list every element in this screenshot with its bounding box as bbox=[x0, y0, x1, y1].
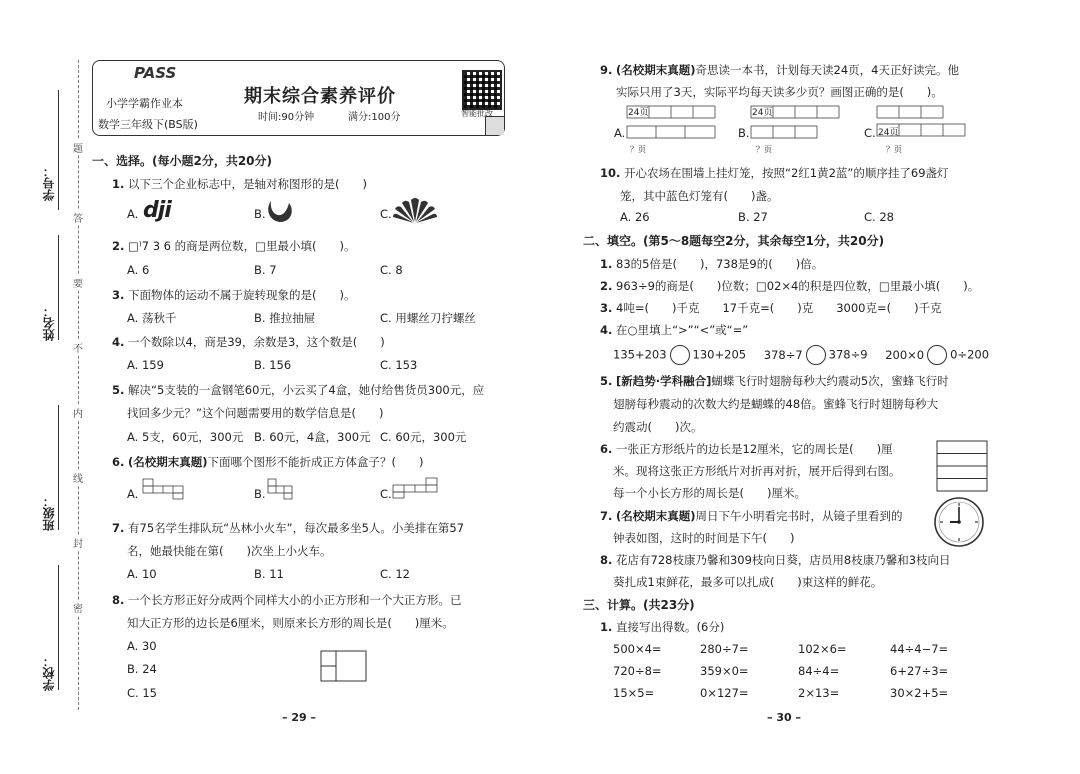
question-text-cont: 米。现将这张正方形纸片对折再对折，展开后得到右图。 bbox=[613, 464, 901, 478]
compare-left: 200×0 bbox=[885, 347, 925, 362]
question-number: 5. bbox=[600, 374, 613, 388]
option-a[interactable]: A. 10 bbox=[127, 567, 157, 581]
question-text: 周日下午小明看完书时，从镜子里看到的 bbox=[695, 509, 903, 523]
seal-char: 题 bbox=[73, 140, 83, 155]
calc-item: 6+27÷3= bbox=[890, 664, 949, 678]
question-text: 一个长方形正好分成两个同样大小的小正方形和一个大正方形。已 bbox=[128, 593, 462, 607]
question-number: 1. bbox=[600, 257, 613, 271]
option-b[interactable]: B. 27 bbox=[738, 210, 768, 224]
option-a[interactable]: A. 6 bbox=[127, 263, 150, 277]
question-number: 6. bbox=[112, 455, 125, 469]
question-number: 4. bbox=[600, 323, 613, 337]
question-text: 直接写出得数。(6分) bbox=[616, 620, 725, 634]
option-b[interactable]: B. 24 bbox=[127, 662, 157, 676]
seal-char: 封 bbox=[73, 535, 83, 550]
question-number: 2. bbox=[112, 239, 125, 253]
brand-logo: PASS bbox=[134, 64, 177, 82]
cube-net-c bbox=[392, 476, 440, 500]
option-a[interactable]: A. 26 bbox=[620, 210, 650, 224]
folded-paper-figure bbox=[936, 440, 988, 492]
question-text-cont: 钟表如图，这时的时间是下午( ) bbox=[613, 531, 795, 545]
question-number: 4. bbox=[112, 335, 125, 349]
question-number: 5. bbox=[112, 383, 125, 397]
option-c[interactable]: C. bbox=[380, 207, 392, 221]
name-label: 姓名： bbox=[42, 305, 56, 341]
qr-caption: 智能批改 bbox=[461, 109, 493, 118]
question-text: 蝴蝶飞行时翅膀每秒大约震动5次，蜜蜂飞行时 bbox=[711, 374, 949, 388]
question-text: 花店有728枝康乃馨和309枝向日葵，店员用8枝康乃馨和3枝向日 bbox=[616, 553, 951, 567]
bar-label: 24页 bbox=[752, 108, 773, 118]
compare-circle-input[interactable] bbox=[806, 345, 826, 365]
compare-right: 378÷9 bbox=[828, 347, 868, 362]
option-b[interactable]: B. 11 bbox=[254, 567, 284, 581]
question-number: 3. bbox=[112, 288, 125, 302]
dji-logo: dji bbox=[143, 198, 171, 223]
option-b[interactable]: B. 60元，4盒，300元 bbox=[254, 430, 371, 444]
calc-item: 15×5= bbox=[613, 686, 655, 700]
question-number: 7. bbox=[112, 521, 125, 535]
compare-circle-input[interactable] bbox=[927, 345, 947, 365]
question-tag: (名校期末真题) bbox=[128, 455, 208, 469]
option-c[interactable]: C. 60元，300元 bbox=[380, 430, 467, 444]
calc-item: 0×127= bbox=[700, 686, 749, 700]
seal-char: 答 bbox=[73, 210, 83, 225]
compare-right: 0÷200 bbox=[950, 347, 990, 362]
option-a[interactable]: A. 荡秋千 bbox=[127, 311, 177, 325]
option-a[interactable]: A. bbox=[614, 126, 626, 140]
question-number: 6. bbox=[600, 442, 613, 456]
question-tag: [新趋势·学科融合] bbox=[616, 374, 712, 388]
class-label: 班级： bbox=[42, 495, 56, 531]
question-text: □⁾7 3 6 的商是两位数，□里最小填( )。 bbox=[128, 239, 356, 253]
school-line bbox=[58, 565, 59, 690]
seal-char: 要 bbox=[73, 275, 83, 290]
compare-left: 135+203 bbox=[613, 347, 667, 362]
petal-logo-icon bbox=[392, 196, 438, 224]
swirl-logo-icon bbox=[265, 197, 295, 225]
question-tag: (名校期末真题) bbox=[616, 509, 696, 523]
question-number: 10. bbox=[600, 166, 621, 180]
compare-left: 378÷7 bbox=[763, 347, 803, 362]
question-tag: (名校期末真题) bbox=[616, 63, 696, 77]
option-a[interactable]: A. bbox=[127, 487, 139, 501]
question-text-cont: 找回多少元？”这个问题需要用的数学信息是( ) bbox=[127, 406, 384, 420]
mirror-clock-icon bbox=[933, 496, 985, 548]
option-c[interactable]: C. bbox=[380, 487, 392, 501]
exam-score: 满分:100分 bbox=[348, 112, 401, 123]
question-text: 一个数除以4，商是39，余数是3，这个数是( ) bbox=[128, 335, 385, 349]
series-name: 小学学霸作业本 bbox=[106, 97, 183, 110]
qr-code-icon[interactable] bbox=[462, 70, 502, 110]
unknown-label: ？页 bbox=[886, 145, 902, 154]
calc-item: 84÷4= bbox=[798, 664, 840, 678]
page-number-29: – 29 – bbox=[282, 711, 316, 724]
unknown-label: ？页 bbox=[630, 145, 646, 154]
question-text-cont: 每一个小长方形的周长是( )厘米。 bbox=[613, 486, 806, 500]
question-text: 奇思读一本书，计划每天读24页，4天正好读完。他 bbox=[695, 63, 959, 77]
question-number: 8. bbox=[600, 553, 613, 567]
option-c[interactable]: C. bbox=[864, 126, 876, 140]
question-number: 2. bbox=[600, 279, 613, 293]
option-c[interactable]: C. 153 bbox=[380, 358, 418, 372]
question-text: 4吨=( )千克 17千克=( )克 3000克=( )千克 bbox=[616, 301, 942, 315]
name-line bbox=[58, 235, 59, 340]
calc-item: 359×0= bbox=[700, 664, 749, 678]
compare-circle-input[interactable] bbox=[670, 345, 690, 365]
compare-right: 130+205 bbox=[692, 347, 747, 362]
cube-net-a bbox=[142, 478, 188, 500]
question-text: 83的5倍是( )，738是9的( )倍。 bbox=[616, 257, 824, 271]
exam-title: 期末综合素养评价 bbox=[244, 86, 396, 107]
option-b[interactable]: B. 推拉抽屉 bbox=[254, 311, 316, 325]
seal-char: 不 bbox=[73, 340, 83, 355]
option-b[interactable]: B. 7 bbox=[254, 263, 277, 277]
question-text-cont: 实际只用了3天，实际平均每天读多少页？画图正确的是( )。 bbox=[616, 85, 943, 99]
option-a[interactable]: A. 159 bbox=[127, 358, 164, 372]
calc-item: 500×4= bbox=[613, 642, 662, 656]
section-choice-title: 一、选择。(每小题2分，共20分) bbox=[92, 154, 273, 168]
question-text: 解决“5支装的一盒钢笔60元，小云买了4盒，她付给售货员300元，应 bbox=[128, 383, 485, 397]
student-number-line bbox=[58, 90, 59, 210]
option-c[interactable]: C. 15 bbox=[127, 686, 157, 700]
question-text: 下面哪个图形不能折成正方体盒子？( ) bbox=[207, 455, 424, 469]
calc-item: 102×6= bbox=[798, 642, 847, 656]
question-number: 8. bbox=[112, 593, 125, 607]
question-text: 有75名学生排队玩“丛林小火车”，每次最多坐5人。小美排在第57 bbox=[128, 521, 465, 535]
calc-item: 720÷8= bbox=[613, 664, 662, 678]
option-b[interactable]: B. bbox=[254, 207, 266, 221]
question-text: 下面物体的运动不属于旋转现象的是( )。 bbox=[128, 288, 356, 302]
seal-char: 密 bbox=[73, 600, 83, 615]
question-number: 1. bbox=[600, 620, 613, 634]
section-calc-title: 三、计算。(共23分) bbox=[583, 598, 695, 612]
option-a[interactable]: A. 5支，60元，300元 bbox=[127, 430, 244, 444]
section-fill-title: 二、填空。(第5～8题每空2分，其余每空1分，共20分) bbox=[583, 234, 885, 248]
page-number-30: – 30 – bbox=[767, 711, 801, 724]
exam-time: 时间:90分钟 bbox=[258, 112, 315, 123]
seal-char: 内 bbox=[73, 405, 83, 420]
option-c[interactable]: C. 用螺丝刀拧螺丝 bbox=[380, 311, 476, 325]
question-number: 9. bbox=[600, 63, 613, 77]
question-text-cont: 知大正方形的边长是6厘米，则原来长方形的周长是( )厘米。 bbox=[127, 616, 454, 630]
question-text-cont: 名，她最快能在第( )次坐上小火车。 bbox=[127, 544, 332, 558]
seal-char: 线 bbox=[73, 470, 83, 485]
question-text-cont: 笼，其中蓝色灯笼有( )盏。 bbox=[620, 189, 779, 203]
class-line bbox=[58, 405, 59, 530]
rectangle-figure bbox=[320, 650, 368, 682]
option-b[interactable]: B. bbox=[254, 487, 266, 501]
option-c[interactable]: C. 8 bbox=[380, 263, 403, 277]
question-text: 开心农场在围墙上挂灯笼，按照“2红1黄2蓝”的顺序挂了69盏灯 bbox=[624, 166, 949, 180]
option-a[interactable]: A. 30 bbox=[127, 639, 157, 653]
question-text-cont: 翅膀每秒震动的次数大约是蝴蝶的48倍。蜜蜂飞行时翅膀每秒大 bbox=[613, 397, 939, 411]
bar-label: 24页 bbox=[628, 108, 649, 118]
calc-item: 2×13= bbox=[798, 686, 840, 700]
option-a[interactable]: A. bbox=[127, 207, 139, 221]
question-number: 7. bbox=[600, 509, 613, 523]
unknown-label: ？页 bbox=[756, 145, 772, 154]
bar-label: 24页 bbox=[878, 128, 899, 138]
calc-item: 280÷7= bbox=[700, 642, 749, 656]
question-text: 以下三个企业标志中，是轴对称图形的是( ) bbox=[128, 177, 368, 191]
grade-edition: 数学三年级下(BS版) bbox=[98, 118, 198, 131]
question-text: 一张正方形纸片的边长是12厘米，它的周长是( )厘 bbox=[616, 442, 893, 456]
school-label: 学校： bbox=[42, 655, 56, 691]
question-number: 1. bbox=[112, 177, 125, 191]
question-text: 在○里填上“>”“<”或“=” bbox=[616, 323, 749, 337]
option-c[interactable]: C. 12 bbox=[380, 567, 410, 581]
option-c[interactable]: C. 28 bbox=[864, 210, 894, 224]
option-b[interactable]: B. 156 bbox=[254, 358, 292, 372]
calc-item: 44÷4−7= bbox=[890, 642, 949, 656]
cube-net-b bbox=[267, 478, 297, 500]
question-text-cont: 葵扎成1束鲜花，最多可以扎成( )束这样的鲜花。 bbox=[613, 575, 883, 589]
question-number: 3. bbox=[600, 301, 613, 315]
calc-item: 30×2+5= bbox=[890, 686, 949, 700]
question-text-cont: 约震动( )次。 bbox=[613, 420, 703, 434]
student-number-label: 学号： bbox=[42, 165, 56, 201]
question-text: 963÷9的商是( )位数；□02×4的积是四位数，□里最小填( )。 bbox=[616, 279, 980, 293]
option-b[interactable]: B. bbox=[738, 126, 750, 140]
